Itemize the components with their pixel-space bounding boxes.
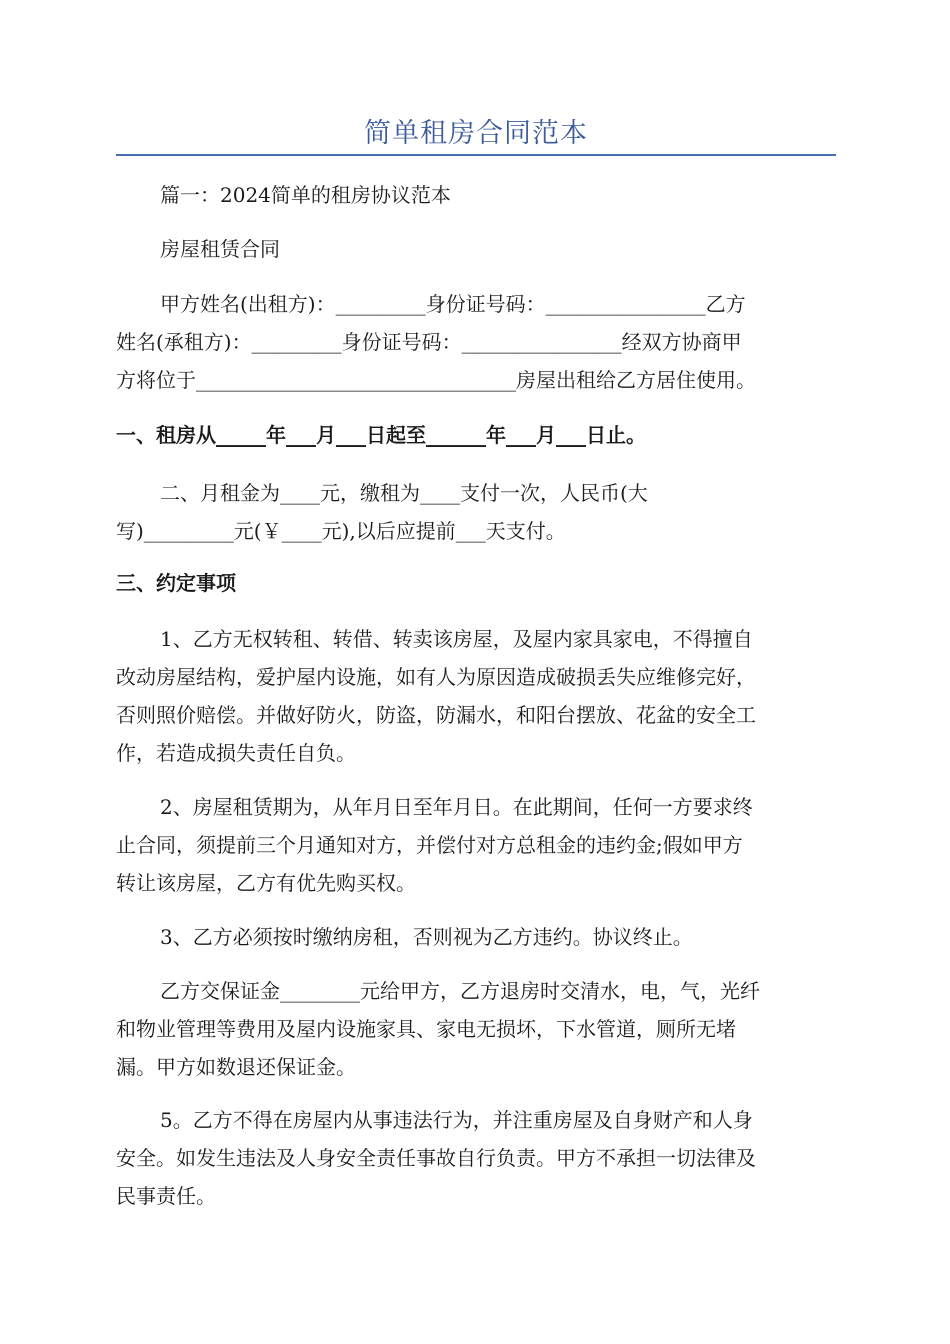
rent-line: 写)_________元(￥____元),以后应提前___天支付。	[116, 519, 566, 543]
item-1-line: 1、乙方无权转租、转借、转卖该房屋，及屋内家具家电，不得擅自	[160, 627, 753, 651]
item-5-line: 民事责任。	[116, 1184, 216, 1208]
item-5-paragraph	[116, 1101, 836, 1215]
parties-line: 姓名(承租方)：_________身份证号码：________________经双方协商甲	[116, 330, 742, 354]
deposit-line: 漏。甲方如数退还保证金。	[116, 1055, 356, 1079]
section-three-heading: 三、约定事项	[116, 571, 236, 595]
rent-paragraph	[116, 474, 836, 550]
parties-line: 方将位于________________________________房屋出租给乙方居住使用。	[116, 368, 756, 392]
item-1-line: 改动房屋结构，爱护屋内设施，如有人为原因造成破损丢失应维修完好，	[116, 665, 756, 689]
item-1-line: 否则照价赔偿。并做好防火，防盗，防漏水，和阳台摆放、花盆的安全工	[116, 703, 756, 727]
document-title: 简单租房合同范本	[364, 118, 588, 149]
deposit-line: 乙方交保证金________元给甲方，乙方退房时交清水，电，气，光纤	[160, 979, 760, 1003]
item-3-line: 3、乙方必须按时缴纳房租，否则视为乙方违约。协议终止。	[160, 925, 693, 949]
item-2-line: 止合同，须提前三个月通知对方，并偿付对方总租金的违约金;假如甲方	[116, 833, 743, 857]
rent-line: 二、月租金为____元，缴租为____支付一次，人民币(大	[160, 481, 648, 505]
item-1-line: 作，若造成损失责任自负。	[116, 741, 356, 765]
contract-heading: 房屋租赁合同	[160, 237, 280, 261]
deposit-line: 和物业管理等费用及屋内设施家具、家电无损坏，下水管道，厕所无堵	[116, 1017, 736, 1041]
item-2-line: 转让该房屋，乙方有优先购买权。	[116, 871, 416, 895]
deposit-paragraph	[116, 972, 836, 1086]
item-5-line: 5。乙方不得在房屋内从事违法行为，并注重房屋及自身财产和人身	[160, 1108, 753, 1132]
item-2-line: 2、房屋租赁期为，从年月日至年月日。在此期间，任何一方要求终	[160, 795, 753, 819]
parties-paragraph	[116, 285, 836, 399]
parties-line: 甲方姓名(出租方)：_________身份证号码：________________乙方	[160, 292, 746, 316]
term-clause: 一、租房从_____年___月___日起至______年___月___日止。	[116, 423, 646, 447]
subtitle: 篇一：2024简单的租房协议范本	[160, 183, 451, 207]
item-3-paragraph	[116, 918, 836, 956]
item-2-paragraph	[116, 788, 836, 902]
title-underline	[116, 154, 836, 156]
item-1-paragraph	[116, 620, 836, 772]
item-5-line: 安全。如发生违法及人身安全责任事故自行负责。甲方不承担一切法律及	[116, 1146, 756, 1170]
